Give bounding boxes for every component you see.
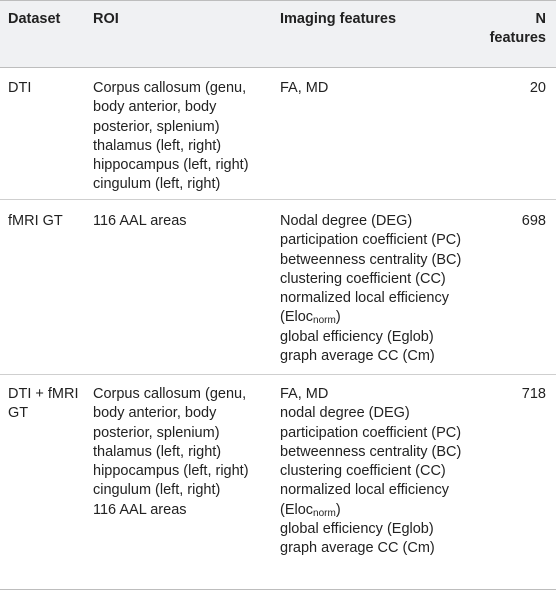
dataset-cell xyxy=(8,385,79,424)
roi-line: body anterior, body xyxy=(93,99,217,116)
roi-line: cingulum (left, right) xyxy=(93,176,221,193)
feature-line: clustering coefficient (CC) xyxy=(280,270,446,287)
feature-line: clustering coefficient (CC) xyxy=(280,463,446,480)
header-n-line2: features xyxy=(489,30,546,47)
row-divider xyxy=(0,589,556,590)
header-roi: ROI xyxy=(93,11,119,27)
row-divider xyxy=(0,199,556,200)
dataset-line: DTI xyxy=(8,80,32,96)
feature-line: betweenness centrality (BC) xyxy=(280,443,462,460)
row-divider xyxy=(0,374,556,375)
roi-line: thalamus (left, right) xyxy=(93,137,222,154)
eloc-close: ) xyxy=(335,501,341,518)
roi-line: posterior, splenium) xyxy=(93,118,220,135)
features-cell xyxy=(280,212,461,366)
roi-cell xyxy=(93,385,249,520)
n-features-cell: 718 xyxy=(521,386,546,402)
roi-line: thalamus (left, right) xyxy=(93,443,222,460)
feature-line: betweenness centrality (BC) xyxy=(280,251,462,268)
feature-line: global efficiency (Eglob) xyxy=(280,521,434,538)
roi-line: 116 AAL areas xyxy=(93,213,187,229)
dataset-line: fMRI GT xyxy=(8,213,63,229)
roi-line: 116 AAL areas xyxy=(93,501,187,518)
roi-line: cingulum (left, right) xyxy=(93,482,221,499)
feature-line: participation coefficient (PC) xyxy=(280,232,462,249)
feature-line: FA, MD xyxy=(280,80,329,96)
feature-line: Nodal degree (DEG) xyxy=(280,213,413,229)
eloc-subscript: norm xyxy=(313,507,336,519)
features-cell xyxy=(280,79,328,98)
eloc-text: (Eloc xyxy=(280,501,314,518)
feature-line xyxy=(280,308,461,327)
eloc-close: ) xyxy=(335,309,341,326)
eloc-subscript: norm xyxy=(313,315,336,327)
feature-line: graph average CC (Cm) xyxy=(280,348,435,365)
feature-line: graph average CC (Cm) xyxy=(280,540,435,557)
roi-line: body anterior, body xyxy=(93,405,217,422)
feature-line: normalized local efficiency xyxy=(280,482,449,499)
roi-line: Corpus callosum (genu, xyxy=(93,386,247,402)
feature-line: normalized local efficiency xyxy=(280,290,449,307)
feature-line: FA, MD xyxy=(280,386,329,402)
feature-line: nodal degree (DEG) xyxy=(280,405,410,422)
eloc-text: (Eloc xyxy=(280,309,314,326)
roi-line: posterior, splenium) xyxy=(93,424,220,441)
table-header xyxy=(0,0,556,68)
feature-line: participation coefficient (PC) xyxy=(280,424,462,441)
header-n-line1: N xyxy=(535,11,546,27)
header-dataset: Dataset xyxy=(8,11,61,27)
header-n-features xyxy=(490,10,546,49)
dataset-cell xyxy=(8,79,31,98)
n-features-cell: 698 xyxy=(521,213,546,229)
features-cell xyxy=(280,385,461,559)
roi-cell xyxy=(93,212,187,231)
n-features-cell: 20 xyxy=(529,80,546,96)
feature-line xyxy=(280,501,461,520)
roi-line: Corpus callosum (genu, xyxy=(93,80,247,96)
roi-line: hippocampus (left, right) xyxy=(93,463,249,480)
header-imaging-features: Imaging features xyxy=(280,11,397,27)
roi-line: hippocampus (left, right) xyxy=(93,157,249,174)
dataset-line: GT xyxy=(8,405,29,422)
dataset-cell xyxy=(8,212,63,231)
feature-line: global efficiency (Eglob) xyxy=(280,328,434,345)
roi-cell xyxy=(93,79,249,195)
dataset-line: DTI + fMRI xyxy=(8,386,79,402)
